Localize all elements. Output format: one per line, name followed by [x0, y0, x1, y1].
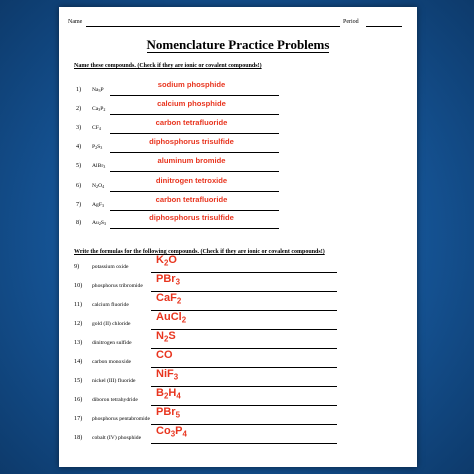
question-number: 2): [76, 105, 82, 112]
answer-line[interactable]: [110, 228, 279, 229]
answer-formula: AuCl$_2$: [156, 311, 187, 325]
answer-line[interactable]: [151, 443, 337, 444]
answer-line[interactable]: [110, 210, 279, 211]
compound-name: phosphorus tribromide: [92, 282, 143, 289]
answer-formula: $B_2H_4$: [156, 387, 181, 401]
answer-line[interactable]: [151, 329, 337, 330]
answer-formula: PBr$_5$: [156, 406, 180, 420]
answer-line[interactable]: [110, 152, 279, 153]
answer-formula: NiF$_3$: [156, 368, 179, 382]
answer-line[interactable]: [110, 133, 279, 134]
question-number: 8): [76, 219, 82, 226]
name-line[interactable]: [86, 26, 340, 27]
question-number: 9): [74, 263, 80, 270]
answer-formula: CaF$_2$: [156, 292, 182, 306]
question-number: 7): [76, 201, 82, 208]
question-number: 4): [76, 143, 82, 150]
answer-formula: CO: [156, 349, 173, 361]
worksheet: [59, 7, 417, 467]
question-number: 17): [74, 415, 83, 422]
compound-name: nickel (III) fluoride: [92, 377, 136, 384]
answer-formula: $K_2O$: [156, 254, 177, 268]
compound-name: potassium oxide: [92, 263, 129, 270]
compound-name: diboron tetrahydride: [92, 396, 138, 403]
answer-text: carbon tetrafluoride: [155, 195, 228, 204]
compound-formula: $N_2O_4$: [92, 182, 105, 189]
compound-name: cobalt (IV) phosphide: [92, 434, 142, 441]
section1-instruction: Name these compounds. (Check if they are ionic or covalent compounds!): [74, 63, 262, 69]
compound-name: phosphorus pentabromide: [92, 415, 150, 422]
answer-text: calcium phosphide: [157, 99, 226, 108]
question-number: 13): [74, 339, 83, 346]
compound-formula: $CF_4$: [92, 124, 101, 131]
compound-formula: $Ca_3P_2$: [92, 105, 106, 112]
compound-name: calcium fluoride: [92, 301, 129, 308]
question-number: 6): [76, 182, 82, 189]
question-number: 5): [76, 162, 82, 169]
answer-formula: $Co_3P_4$: [156, 425, 187, 439]
compound-formula: $Na_3P$: [92, 86, 104, 93]
question-number: 12): [74, 320, 83, 327]
answer-formula: PBr$_3$: [156, 273, 180, 287]
answer-line[interactable]: [151, 348, 337, 349]
answer-text: diphosphorus trisulfide: [149, 137, 234, 146]
answer-line[interactable]: [151, 367, 337, 368]
compound-formula: $Au_2S_3$: [92, 219, 106, 226]
question-number: 14): [74, 358, 83, 365]
answer-line[interactable]: [110, 191, 279, 192]
question-number: 16): [74, 396, 83, 403]
question-number: 3): [76, 124, 82, 131]
question-number: 1): [76, 86, 82, 93]
compound-name: dinitrogen sulfide: [92, 339, 132, 346]
answer-text: sodium phosphide: [157, 80, 226, 89]
period-line[interactable]: [366, 26, 402, 27]
answer-text: diphosphorus trisulfide: [149, 213, 234, 222]
answer-line[interactable]: [110, 171, 279, 172]
answer-text: aluminum bromide: [157, 156, 226, 165]
answer-line[interactable]: [110, 95, 279, 96]
question-number: 10): [74, 282, 83, 289]
compound-formula: $P_2S_3$: [92, 143, 103, 150]
answer-text: dinitrogen tetroxide: [155, 176, 228, 185]
period-label: Period: [343, 19, 359, 25]
page-title: Nomenclature Practice Problems: [146, 37, 330, 52]
question-number: 11): [74, 301, 83, 308]
compound-name: carbon monoxide: [92, 358, 131, 365]
name-label: Name: [68, 19, 83, 25]
answer-line[interactable]: [110, 114, 279, 115]
answer-text: carbon tetrafluoride: [155, 118, 228, 127]
answer-formula: $N_2S$: [156, 330, 176, 344]
compound-formula: AlBr$_3$: [92, 162, 106, 169]
question-number: 18): [74, 434, 83, 441]
compound-formula: AgF$_3$: [92, 201, 104, 208]
section2-instruction: Write the formulas for the following compounds. (Check if they are ionic or covalent compounds!): [74, 249, 325, 255]
compound-name: gold (II) chloride: [92, 320, 131, 327]
question-number: 15): [74, 377, 83, 384]
